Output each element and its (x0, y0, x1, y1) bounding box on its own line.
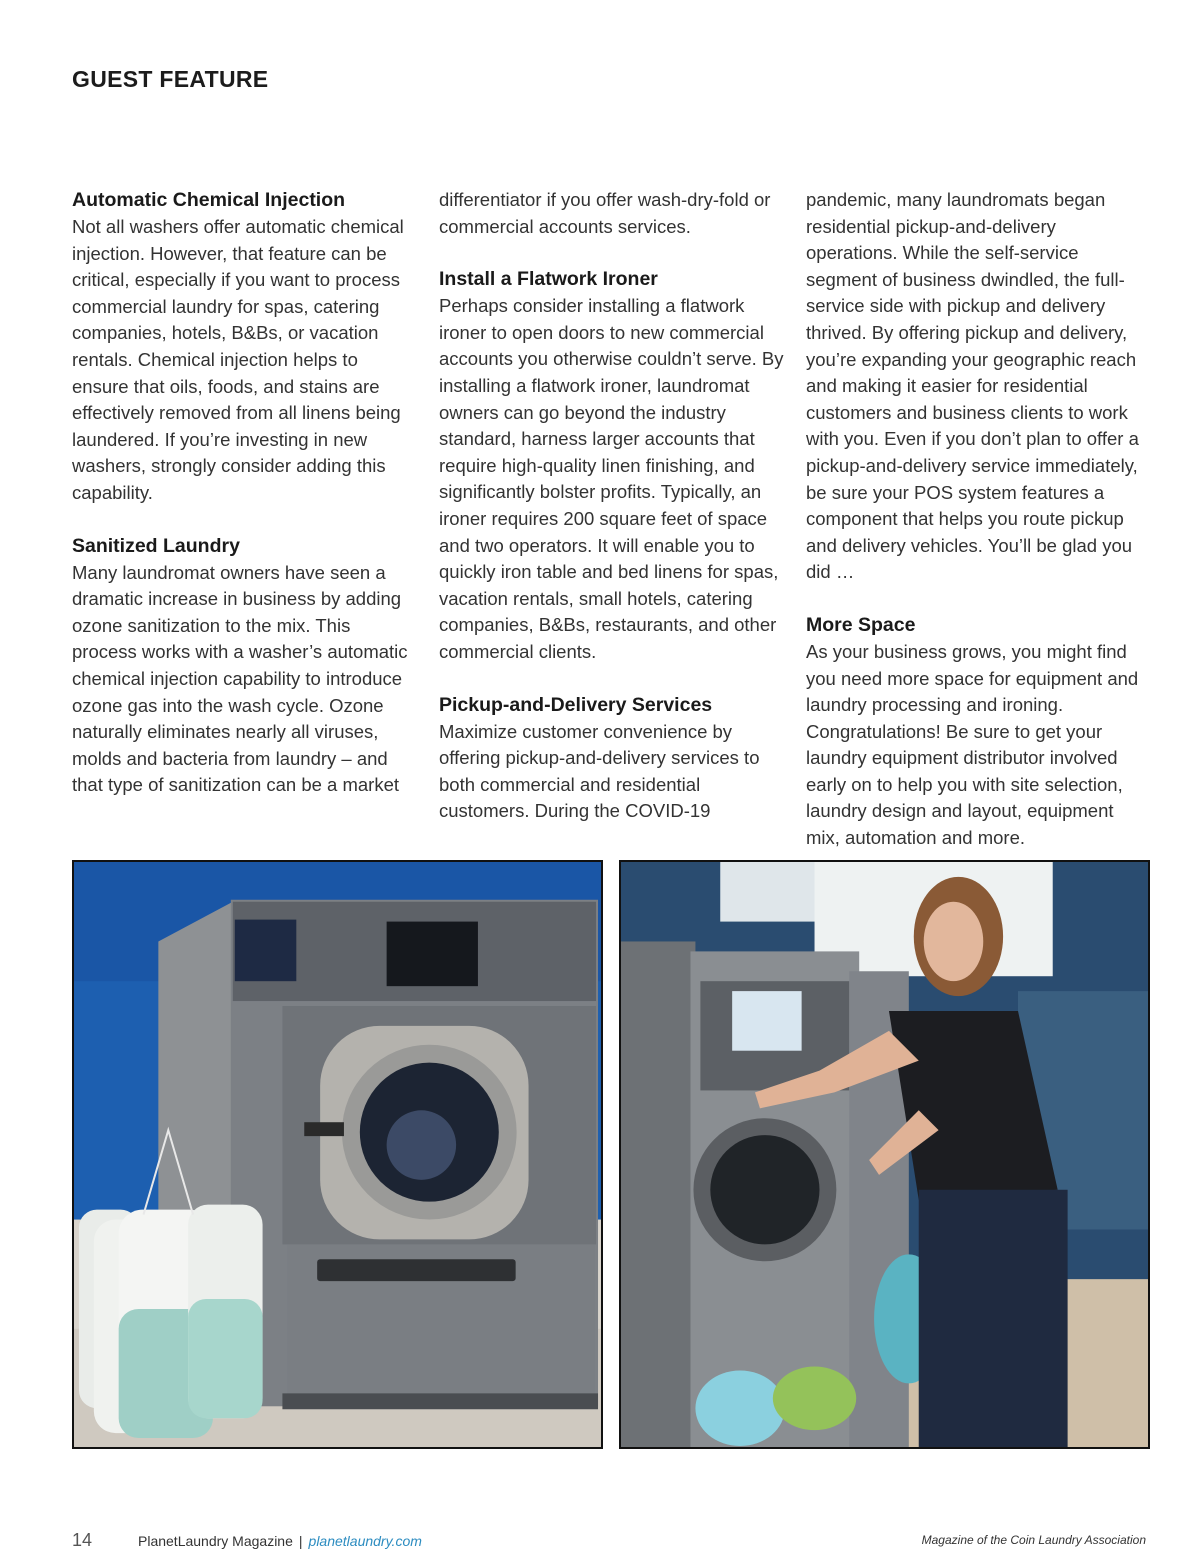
column-1 (72, 187, 417, 799)
footer-tagline: Magazine of the Coin Laundry Association (921, 1533, 1146, 1547)
heading-pickup-delivery: Pickup-and-Delivery Services (439, 693, 713, 716)
heading-automatic-chemical-injection: Automatic Chemical Injection (72, 189, 346, 211)
page-number: 14 (72, 1530, 93, 1550)
body-continued-col2: differentiator if you offer wash-dry-fold or commercial accounts services. (439, 189, 771, 237)
body-automatic-chemical-injection: Not all washers offer automatic chemical injection. However, that feature can be critical, especially if you want to process commercial laundry for spas, catering companies, hotels, B&Bs, or vacation rentals. Chemical injection helps to ensure that oils, foods, and stains are effectively removed from all linens being laundered. If you’re investing in new washers, strongly consider adding this capability. (72, 216, 404, 503)
body-sanitized-laundry: Many laundromat owners have seen a dramatic increase in business by adding ozone sanitization to the mix. This process works with a washer’s automatic chemical injection capability to introduce ozone gas into the wash cycle. Ozone naturally eliminates nearly all viruses, molds and bacteria from laundry – and that type of sanitization can be a market (72, 561, 408, 796)
body-flatwork-ironer: Perhaps consider installing a flatwork ironer to open doors to new commercial accounts you otherwise couldn’t serve. By installing a flatwork ironer, laundromat owners can go beyond the industry standard, harness larger accounts that require high-quality linen finishing, and significantly bolster profits. Typically, an ironer requires 200 square feet of space and two operators. It will enable you to quickly iron table and bed linens for spas, vacation rentals, small hotels, catering companies, B&Bs, restaurants, and other commercial clients. (439, 295, 784, 662)
body-pickup-delivery: Maximize customer convenience by offering pickup-and-delivery services to both commercial and residential customers. During the COVID-19 (439, 720, 760, 822)
heading-more-space: More Space (806, 613, 916, 636)
heading-flatwork-ironer: Install a Flatwork Ironer (439, 268, 658, 291)
heading-sanitized-laundry: Sanitized Laundry (72, 534, 240, 557)
footer-url-link[interactable]: planetlaundry.com (308, 1533, 422, 1549)
body-continued-col3: pandemic, many laundromats began residential pickup-and-delivery operations. While the self-service segment of business dwindled, the full-service side with pickup and delivery thrived. By offering pickup and delivery, you’re expanding your geographic reach and making it easier for residential customers and business clients to work with you. Even if you don’t plan to offer a pickup-and-delivery service immediately, be sure your POS system features a component that helps you route pickup and delivery vehicles. You’ll be glad you did … (806, 189, 1139, 583)
photo-washer-chemical-jugs (72, 860, 603, 1449)
footer-magazine (138, 1533, 422, 1549)
magazine-name: PlanetLaundry Magazine (138, 1533, 293, 1549)
column-3 (806, 187, 1151, 852)
column-2 (439, 187, 784, 825)
section-label: GUEST FEATURE (72, 66, 269, 92)
body-more-space: As your business grows, you might find you need more space for equipment and laundry processing and ironing. Congratulations! Be sure to get your laundry equipment distributor involved early on to help you with site selection, laundry design and layout, equipment mix, automation and more. (806, 640, 1139, 849)
photo-woman-opening-washer (619, 860, 1150, 1449)
footer-separator: | (298, 1533, 303, 1549)
